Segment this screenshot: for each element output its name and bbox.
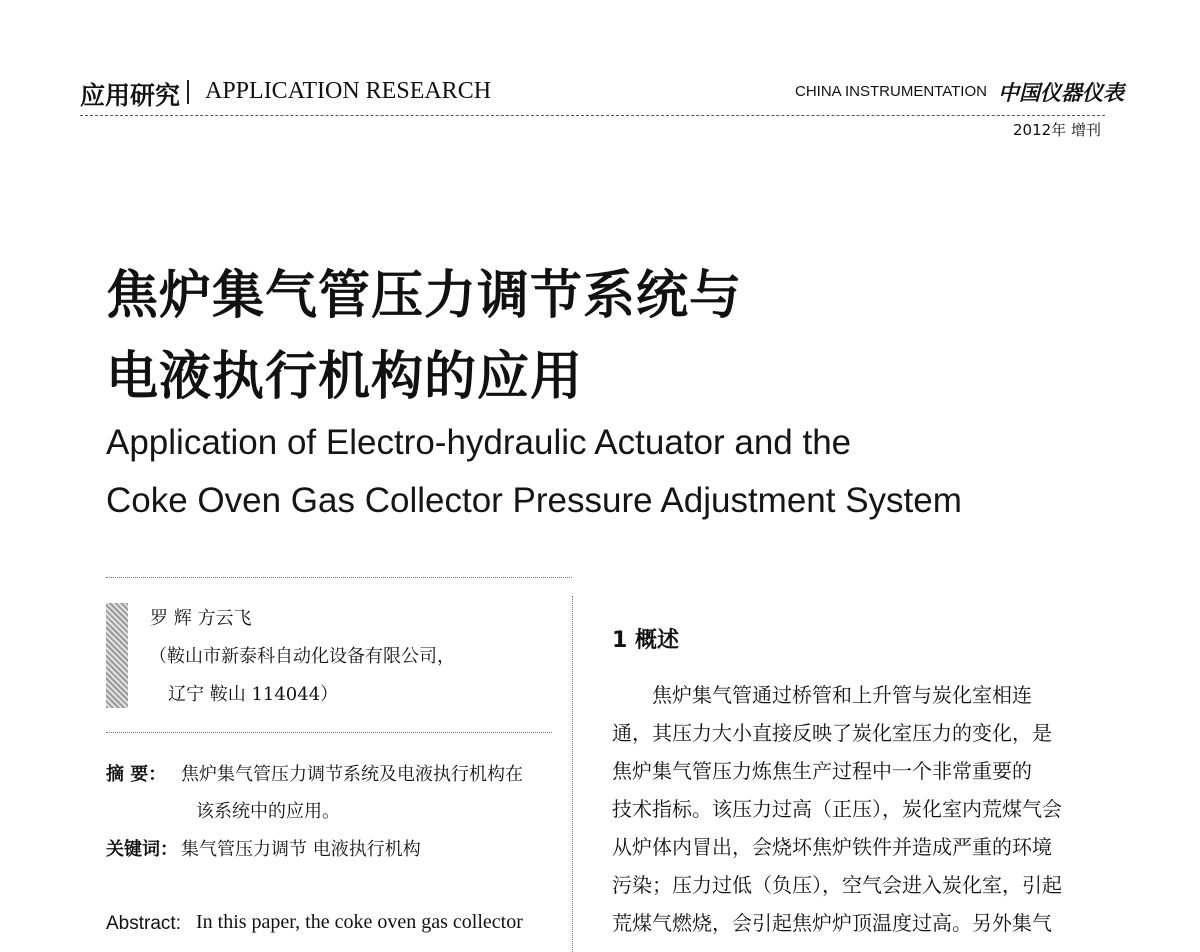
- section-label: 应用研究: [80, 81, 181, 110]
- title-cn-line-2: 电液执行机构的应用: [106, 347, 584, 407]
- title-en-line-1: Application of Electro-hydraulic Actuator and the: [106, 423, 852, 462]
- abstract-en-label: Abstract:: [106, 913, 181, 934]
- header-rule: [80, 115, 1105, 116]
- body-line: 从炉体内冒出，会烧坏焦炉铁件并造成严重的环境: [612, 835, 1052, 859]
- title-cn-line-1: 焦炉集气管压力调节系统与: [106, 266, 743, 326]
- journal-logo-cn: 中国仪器仪表: [998, 80, 1124, 105]
- abstract-text-line-2: 该系统中的应用。: [196, 801, 340, 822]
- author-block-bottom-rule: [106, 732, 552, 733]
- author-block-top-rule: [106, 577, 572, 578]
- body-line: 焦炉集气管压力炼焦生产过程中一个非常重要的: [612, 759, 1032, 783]
- author-names: 罗 辉 方云飞: [150, 608, 252, 629]
- body-line: 通，其压力大小直接反映了炭化室压力的变化，是: [612, 721, 1052, 745]
- column-divider: [572, 596, 573, 952]
- affiliation-line-2: 辽宁 鞍山 114044）: [168, 684, 339, 705]
- body-line: 焦炉集气管通过桥管和上升管与炭化室相连: [652, 683, 1032, 707]
- section-label-en: APPLICATION RESEARCH: [205, 78, 492, 104]
- author-marker-bar: [106, 603, 128, 708]
- abstract-label: 摘 要：: [106, 764, 167, 785]
- body-line: 荒煤气燃烧，会引起焦炉炉顶温度过高。另外集气: [612, 911, 1052, 935]
- body-line: 污染；压力过低（负压），空气会进入炭化室，引起: [612, 873, 1062, 897]
- affiliation-line-1: （鞍山市新泰科自动化设备有限公司，: [149, 646, 455, 667]
- title-en-line-2: Coke Oven Gas Collector Pressure Adjustment System: [106, 481, 962, 520]
- journal-name-en: CHINA INSTRUMENTATION: [795, 83, 987, 100]
- issue-label: 2012年 增刊: [1013, 121, 1101, 139]
- section-heading: 1 概述: [612, 628, 679, 653]
- abstract-en-text: In this paper, the coke oven gas collector: [196, 911, 523, 933]
- keywords-label: 关键词：: [106, 839, 178, 860]
- abstract-text-line-1: 焦炉集气管压力调节系统及电液执行机构在: [181, 764, 523, 785]
- header-separator: [187, 80, 189, 104]
- keywords-text: 集气管压力调节 电液执行机构: [181, 839, 421, 860]
- body-line: 技术指标。该压力过高（正压），炭化室内荒煤气会: [612, 797, 1062, 821]
